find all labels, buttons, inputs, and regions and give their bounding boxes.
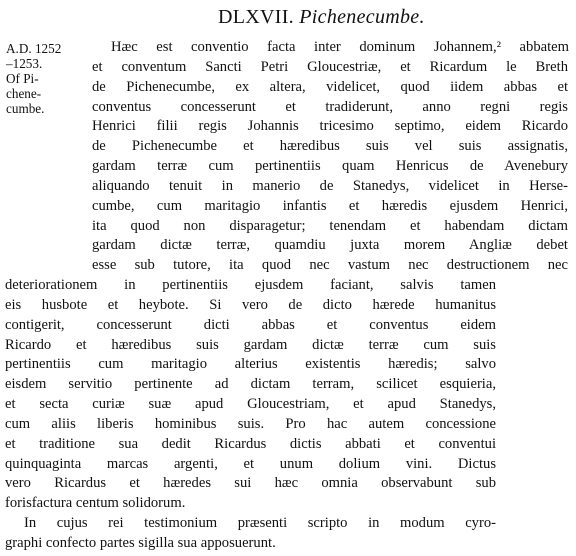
text-line: quinquaginta marcas argenti, et unum dolium vini. Dictus [5, 456, 496, 472]
text-line: et secta curiæ suæ apud Gloucestriam, et apud Stanedys, [5, 396, 496, 412]
text-line: gardam dictæ terræ, quamdiu juxta morem Angliæ debet [92, 237, 568, 253]
text-line: de Pichenecumbe et hæredibus suis vel suis assignatis, [92, 138, 568, 154]
text-line: graphi confecto partes sigilla sua apposuerunt. [5, 535, 276, 551]
charter-number: DLXVII. [218, 6, 294, 28]
margin-note-line: –1253. [6, 56, 43, 71]
charter-place: Pichenecumbe. [299, 6, 425, 28]
text-line: Hæc est conventio facta inter dominum Johannem,² abbatem [111, 39, 569, 55]
text-line: cumbe, cum maritagio infantis et hæredis ejusdem Henrici, [92, 198, 568, 214]
text-line: cum aliis liberis hominibus suis. Pro hac autem concessione [5, 416, 496, 432]
text-line: aliquando tenuit in manerio de Stanedys, videlicet in Herse- [92, 178, 568, 194]
text-line: contigerit, concesserunt dicti abbas et conventus eidem [5, 317, 496, 333]
text-line: Ricardo et hæredibus suis gardam dictæ terræ cum suis [5, 337, 496, 353]
text-line: deteriorationem in pertinentiis ejusdem faciant, salvis tamen [5, 277, 496, 293]
text-line: forisfactura centum solidorum. [5, 495, 186, 511]
margin-note-line: chene- [6, 86, 42, 101]
text-line: eis husbote et heybote. Si vero de dicto hærede humanitus [5, 297, 496, 313]
margin-note-line: cumbe. [6, 101, 45, 116]
margin-note [6, 41, 88, 116]
text-line: vero Ricardus et hæredes sui hæc omnia observabunt sub [5, 475, 496, 491]
text-line: ita quod non disparagetur; tenendam et habendam dictam [92, 218, 568, 234]
text-line: eisdem servitio pertinente ad dictam terram, scilicet esquieria, [5, 376, 496, 392]
text-line: Henrici filii regis Johannis tricesimo septimo, eidem Ricardo [92, 118, 568, 134]
text-line: conventus concesserunt et tradiderunt, anno regni regis [92, 99, 568, 115]
text-line: esse sub tutore, ita quod nec vastum nec destructionem nec [92, 257, 568, 273]
document-heading [218, 6, 425, 29]
text-line: gardam terræ cum pertinentiis quam Henricus de Avenebury [92, 158, 568, 174]
text-line: de Pichenecumbe, ex altera, videlicet, quod iidem abbas et [92, 79, 568, 95]
text-line: In cujus rei testimonium præsenti scripto in modum cyro- [24, 515, 496, 531]
text-line: pertinentiis cum maritagio alterius existentis hæredis; salvo [5, 356, 496, 372]
margin-note-line: A.D. 1252 [6, 41, 62, 56]
text-line: et traditione sua dedit Ricardus dictis abbati et conventui [5, 436, 496, 452]
text-line: et conventum Sancti Petri Gloucestriæ, et Ricardum le Breth [92, 59, 568, 75]
margin-note-line: Of Pi- [6, 71, 39, 86]
